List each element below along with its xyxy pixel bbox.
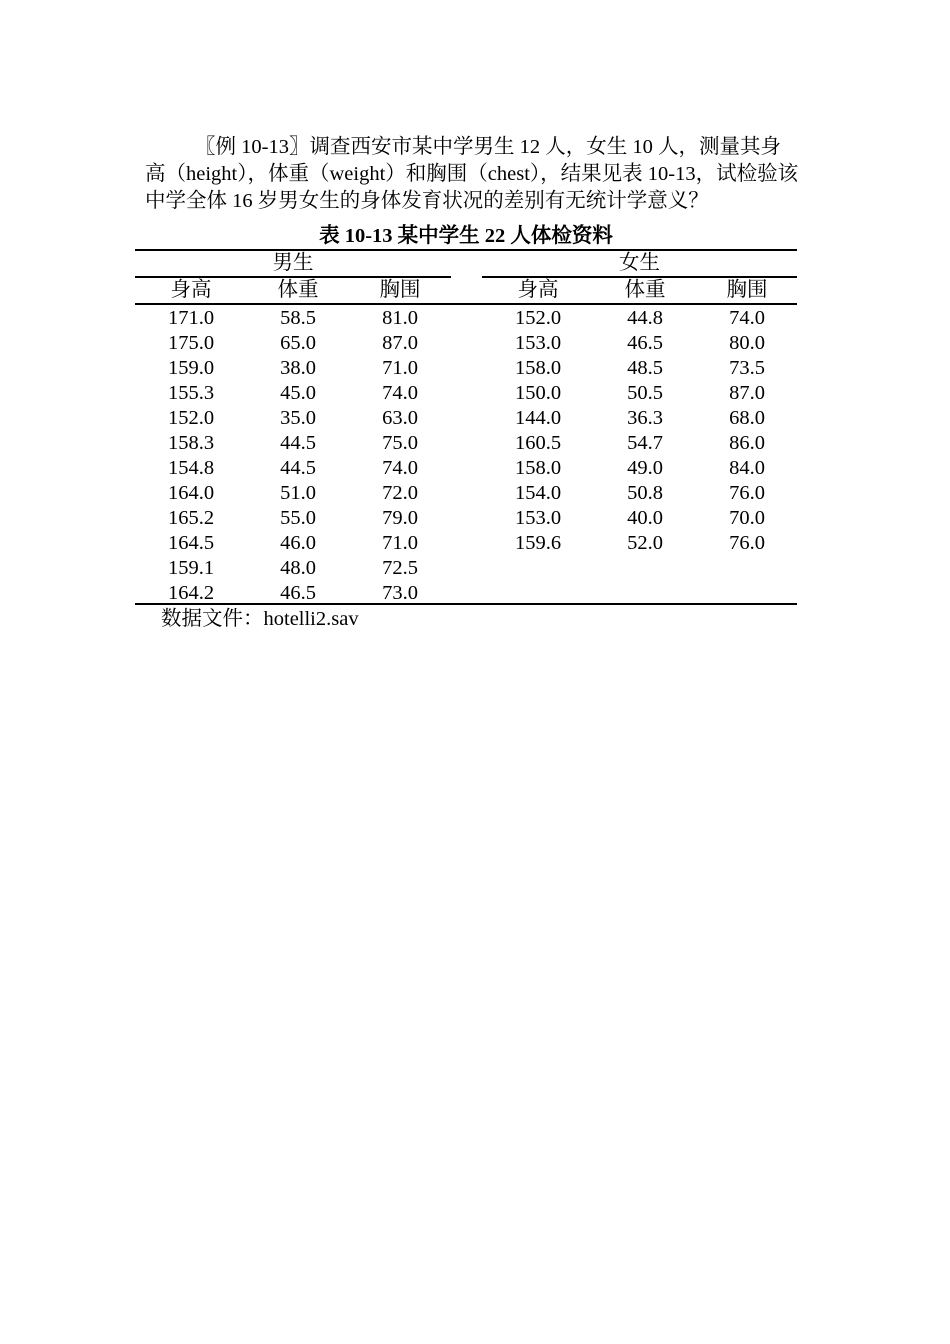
group-label-female: 女生 bbox=[619, 252, 660, 274]
cell-male-weight: 46.5 bbox=[280, 582, 316, 604]
cell-female-height: 144.0 bbox=[514, 407, 562, 429]
cell-female-chest: 76.0 bbox=[729, 482, 765, 504]
data-table bbox=[135, 249, 797, 607]
cell-female-weight: 46.5 bbox=[627, 332, 663, 354]
cell-female-weight: 50.5 bbox=[627, 382, 663, 404]
table-row bbox=[135, 506, 797, 531]
cell-female-chest: 70.0 bbox=[729, 507, 765, 529]
cell-male-chest: 72.0 bbox=[382, 482, 418, 504]
cell-female-height: 153.0 bbox=[514, 332, 562, 354]
cell-female-height: 150.0 bbox=[514, 382, 562, 404]
cell-female-height: 152.0 bbox=[514, 307, 562, 329]
cell-male-chest: 71.0 bbox=[382, 532, 418, 554]
paragraph-line-1: 〖例 10-13〗调查西安市某中学男生 12 人，女生 10 人，测量其身 bbox=[195, 136, 781, 158]
cell-female-weight bbox=[595, 581, 695, 606]
paragraph-line-2: 高（height），体重（weight）和胸围（chest），结果见表 10-13，试检验该 bbox=[145, 163, 799, 185]
cell-male-chest: 81.0 bbox=[382, 307, 418, 329]
cell-female-weight bbox=[595, 556, 695, 581]
cell-male-height: 164.5 bbox=[167, 532, 215, 554]
table-row bbox=[135, 381, 797, 406]
cell-female-chest: 87.0 bbox=[729, 382, 765, 404]
cell-female-height: 159.6 bbox=[514, 532, 562, 554]
cell-male-weight: 48.0 bbox=[280, 557, 316, 579]
cell-female-height: 158.0 bbox=[514, 457, 562, 479]
cell-female-height bbox=[488, 581, 588, 606]
cell-male-weight: 58.5 bbox=[280, 307, 316, 329]
table-row bbox=[135, 406, 797, 431]
cell-female-height: 158.0 bbox=[514, 357, 562, 379]
cell-female-height: 154.0 bbox=[514, 482, 562, 504]
cell-female-weight: 54.7 bbox=[627, 432, 663, 454]
cell-female-weight: 48.5 bbox=[627, 357, 663, 379]
column-header-male-weight: 体重 bbox=[277, 279, 319, 301]
cell-male-height: 155.3 bbox=[167, 382, 215, 404]
cell-male-chest: 63.0 bbox=[382, 407, 418, 429]
table-row bbox=[135, 306, 797, 331]
table-row bbox=[135, 431, 797, 456]
cell-male-chest: 74.0 bbox=[382, 382, 418, 404]
cell-female-height bbox=[488, 556, 588, 581]
table-title: 表 10-13 某中学生 22 人体检资料 bbox=[319, 225, 613, 247]
paragraph-line-3: 中学全体 16 岁男女生的身体发育状况的差别有无统计学意义？ bbox=[145, 190, 709, 212]
column-header-male-chest: 胸围 bbox=[379, 279, 421, 301]
cell-male-weight: 44.5 bbox=[280, 457, 316, 479]
cell-female-weight: 50.8 bbox=[627, 482, 663, 504]
column-header-male-height: 身高 bbox=[170, 279, 212, 301]
table-row bbox=[135, 581, 797, 606]
cell-male-weight: 46.0 bbox=[280, 532, 316, 554]
cell-male-height: 165.2 bbox=[167, 507, 215, 529]
column-header-female-height: 身高 bbox=[517, 279, 559, 301]
cell-female-chest: 86.0 bbox=[729, 432, 765, 454]
cell-female-chest: 76.0 bbox=[729, 532, 765, 554]
cell-female-height: 160.5 bbox=[514, 432, 562, 454]
column-header-female-weight: 体重 bbox=[624, 279, 666, 301]
table-row bbox=[135, 481, 797, 506]
cell-male-chest: 72.5 bbox=[382, 557, 418, 579]
cell-female-chest: 73.5 bbox=[729, 357, 765, 379]
cell-male-height: 175.0 bbox=[167, 332, 215, 354]
cell-female-weight: 40.0 bbox=[627, 507, 663, 529]
cell-female-weight: 49.0 bbox=[627, 457, 663, 479]
table-row bbox=[135, 556, 797, 581]
cell-male-chest: 75.0 bbox=[382, 432, 418, 454]
table-row bbox=[135, 456, 797, 481]
cell-male-weight: 65.0 bbox=[280, 332, 316, 354]
cell-female-chest: 74.0 bbox=[729, 307, 765, 329]
cell-female-weight: 36.3 bbox=[627, 407, 663, 429]
cell-female-chest: 68.0 bbox=[729, 407, 765, 429]
table-row bbox=[135, 531, 797, 556]
cell-male-weight: 38.0 bbox=[280, 357, 316, 379]
cell-male-weight: 44.5 bbox=[280, 432, 316, 454]
cell-male-weight: 35.0 bbox=[280, 407, 316, 429]
cell-male-height: 159.1 bbox=[167, 557, 215, 579]
cell-female-chest: 80.0 bbox=[729, 332, 765, 354]
cell-male-chest: 74.0 bbox=[382, 457, 418, 479]
data-file-note: 数据文件：hotelli2.sav bbox=[161, 608, 359, 630]
cell-male-height: 171.0 bbox=[167, 307, 215, 329]
cell-female-weight: 52.0 bbox=[627, 532, 663, 554]
table-row bbox=[135, 356, 797, 381]
cell-male-height: 164.2 bbox=[167, 582, 215, 604]
cell-female-weight: 44.8 bbox=[627, 307, 663, 329]
cell-male-chest: 79.0 bbox=[382, 507, 418, 529]
cell-female-chest bbox=[697, 556, 797, 581]
cell-male-height: 152.0 bbox=[167, 407, 215, 429]
cell-male-height: 154.8 bbox=[167, 457, 215, 479]
cell-male-weight: 55.0 bbox=[280, 507, 316, 529]
cell-male-weight: 51.0 bbox=[280, 482, 316, 504]
cell-male-height: 159.0 bbox=[167, 357, 215, 379]
cell-male-height: 164.0 bbox=[167, 482, 215, 504]
group-label-male: 男生 bbox=[272, 252, 314, 274]
cell-female-height: 153.0 bbox=[514, 507, 562, 529]
table-row bbox=[135, 331, 797, 356]
cell-male-chest: 87.0 bbox=[382, 332, 418, 354]
cell-male-chest: 73.0 bbox=[382, 582, 418, 604]
cell-female-chest: 84.0 bbox=[729, 457, 765, 479]
problem-paragraph bbox=[145, 134, 810, 215]
cell-male-weight: 45.0 bbox=[280, 382, 316, 404]
column-header-female-chest: 胸围 bbox=[726, 279, 768, 301]
cell-male-height: 158.3 bbox=[167, 432, 215, 454]
cell-male-chest: 71.0 bbox=[382, 357, 418, 379]
header-rule bbox=[135, 303, 797, 305]
cell-female-chest bbox=[697, 581, 797, 606]
